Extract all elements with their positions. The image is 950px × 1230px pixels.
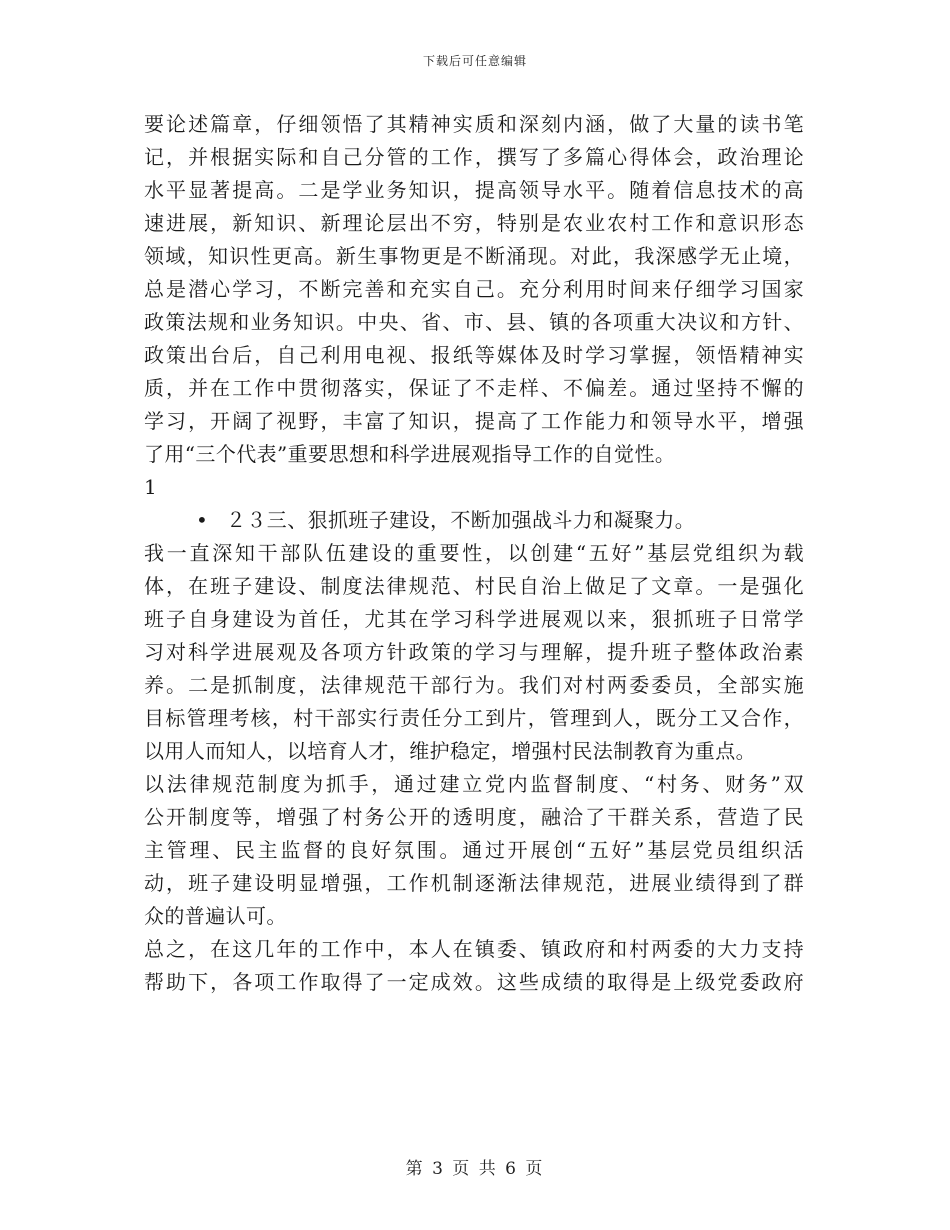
text-line: 以用人而知人，以培育人才，维护稳定，增强村民法制教育为重点。: [144, 739, 756, 763]
text-line: 速进展，新知识、新理论层出不穷，特别是农业农村工作和意识形态: [144, 211, 804, 235]
page-header: 下载后可任意编辑: [422, 54, 527, 68]
text-line: 记，并根据实际和自己分管的工作，撰写了多篇心得体会，政治理论: [144, 145, 804, 169]
text-line: 公开制度等，增强了村务公开的透明度，融洽了干群关系，营造了民: [144, 805, 804, 829]
text-line: 总是潜心学习，不断完善和充实自己。充分利用时间来仔细学习国家: [144, 277, 804, 301]
text-line: 我一直深知干部队伍建设的重要性，以创建“五好”基层党组织为载: [144, 541, 804, 565]
text-line: 要论述篇章，仔细领悟了其精神实质和深刻内涵，做了大量的读书笔: [144, 112, 804, 136]
paragraph-2: [144, 537, 804, 933]
text-line: 主管理、民主监督的良好氛围。通过开展创“五好”基层党员组织活: [144, 838, 804, 862]
text-line: 以法律规范制度为抓手，通过建立党内监督制度、“村务、财务”双: [144, 772, 804, 796]
text-line: 班子自身建设为首任，尤其在学习科学进展观以来，狠抓班子日常学: [144, 607, 804, 631]
text-line: 养。二是抓制度，法律规范干部行为。我们对村两委委员，全部实施: [144, 673, 804, 697]
text-line: 总之，在这几年的工作中，本人在镇委、镇政府和村两委的大力支持: [144, 937, 804, 961]
text-line: 目标管理考核，村干部实行责任分工到片，管理到人，既分工又合作，: [144, 706, 804, 730]
text-line: 帮助下，各项工作取得了一定成效。这些成绩的取得是上级党委政府: [144, 970, 804, 994]
text-line: 质，并在工作中贯彻落实，保证了不走样、不偏差。通过坚持不懈的: [144, 376, 804, 400]
text-line: 动，班子建设明显增强，工作机制逐渐法律规范，进展业绩得到了群: [144, 871, 804, 895]
page-footer: 第 3 页 共 6 页: [405, 1159, 545, 1179]
text-line: 了用“三个代表”重要思想和科学进展观指导工作的自觉性。: [144, 442, 676, 466]
document-body: [144, 108, 804, 999]
text-line: 领域，知识性更高。新生事物更是不断涌现。对此，我深感学无止境，: [144, 244, 804, 268]
section-heading-text: ２３三、狠抓班子建设，不断加强战斗力和凝聚力。: [226, 508, 696, 532]
paragraph-3: [144, 933, 804, 999]
bullet-icon: •: [196, 508, 209, 532]
text-line: 体，在班子建设、制度法律规范、村民自治上做足了文章。一是强化: [144, 574, 804, 598]
paragraph-1: [144, 108, 804, 471]
text-line: 众的普遍认可。: [144, 904, 287, 928]
text-line: 政策出台后，自己利用电视、报纸等媒体及时学习掌握，领悟精神实: [144, 343, 804, 367]
section-heading: [144, 504, 804, 537]
text-line: 学习，开阔了视野，丰富了知识，提高了工作能力和领导水平，增强: [144, 409, 804, 433]
text-line: 水平显著提高。二是学业务知识，提高领导水平。随着信息技术的高: [144, 178, 804, 202]
page-marker: 1: [144, 475, 158, 499]
text-line: 习对科学进展观及各项方针政策的学习与理解，提升班子整体政治素: [144, 640, 804, 664]
text-line: 政策法规和业务知识。中央、省、市、县、镇的各项重大决议和方针、: [144, 310, 804, 334]
